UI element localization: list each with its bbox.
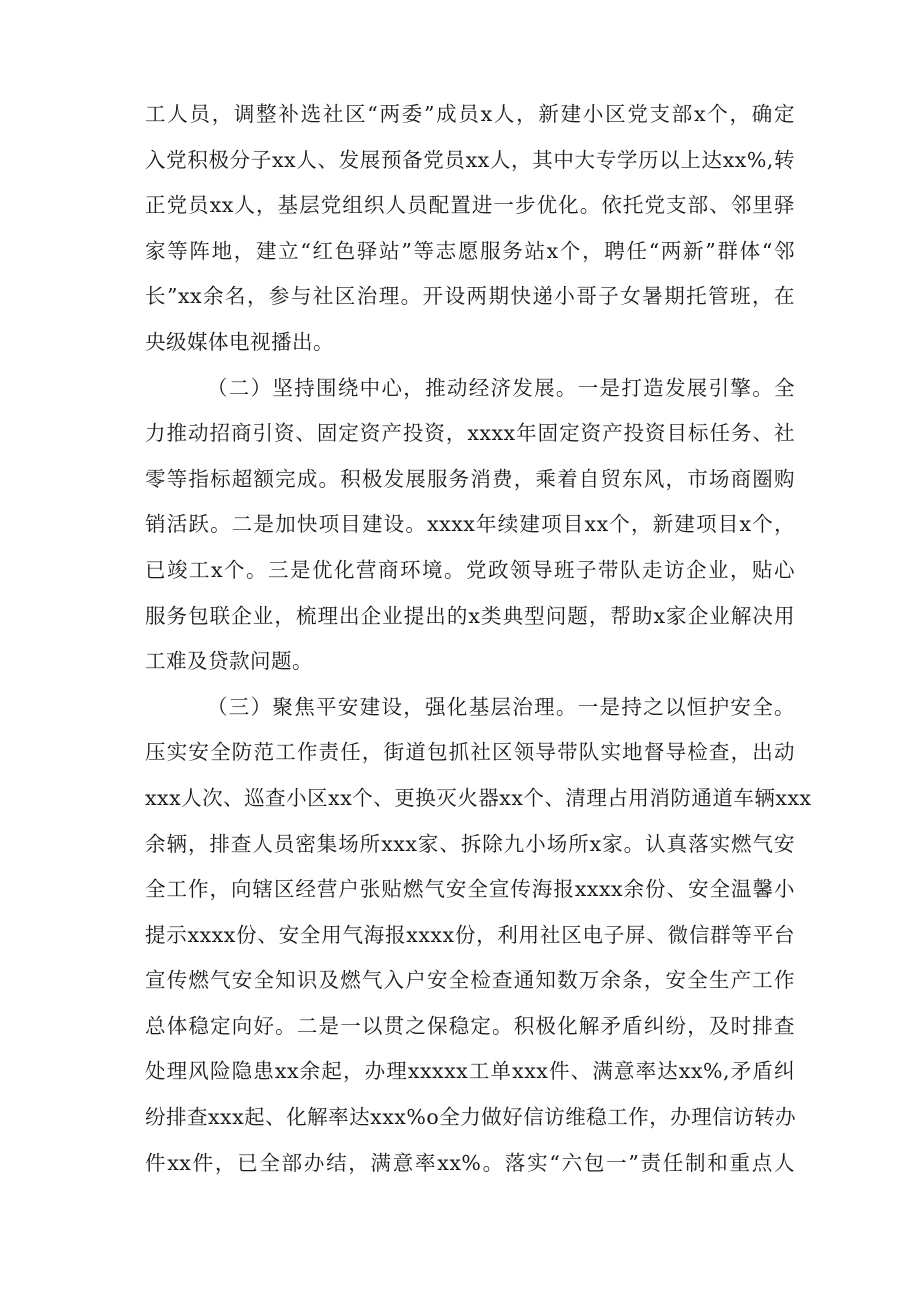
- text-line: xxx人次、巡查小区xx个、更换灭火器xx个、清理占用消防通道车辆xxx: [145, 785, 812, 810]
- text-line: 压实安全防范工作责任，街道包抓社区领导带队实地督导检查，出动: [145, 740, 795, 765]
- text-line: 工难及贷款问题。: [145, 649, 313, 674]
- text-line: 余辆，排查人员密集场所xxx家、拆除九小场所x家。认真落实燃气安: [145, 831, 795, 856]
- text-line: 纷排查xxx起、化解率达xxx%o全力做好信访维稳工作，办理信访转办: [145, 1105, 797, 1130]
- text-line: 零等指标超额完成。积极发展服务消费，乘着自贸东风，市场商圈购: [145, 466, 795, 491]
- text-line: 入党积极分子xx人、发展预备党员xx人，其中大专学历以上达xx%,转: [145, 147, 795, 172]
- text-line: 全工作，向辖区经营户张贴燃气安全宣传海报xxxx余份、安全温馨小: [145, 877, 795, 902]
- text-line: 力推动招商引资、固定资产投资，xxxx年固定资产投资目标任务、社: [145, 421, 795, 446]
- text-line: 提示xxxx份、安全用气海报xxxx份，利用社区电子屏、微信群等平台: [145, 922, 795, 947]
- text-line: （二）坚持围绕中心，推动经济发展。一是打造发展引擎。全: [207, 375, 795, 400]
- paragraph: [145, 685, 812, 1187]
- text-line: （三）聚焦平安建设，强化基层治理。一是持之以恒护安全。: [207, 694, 795, 719]
- text-line: 正党员xx人，基层党组织人员配置进一步优化。依托党支部、邻里驿: [145, 193, 795, 218]
- text-line: 件xx件，已全部办结，满意率xx%。落实“六包一”责任制和重点人: [145, 1150, 795, 1175]
- text-line: 长”xx余名，参与社区治理。开设两期快递小哥子女暑期托管班，在: [145, 284, 795, 309]
- text-line: 服务包联企业，梳理出企业提出的x类典型问题，帮助x家企业解决用: [145, 603, 795, 628]
- text-line: 销活跃。二是加快项目建设。xxxx年续建项目xx个，新建项目x个，: [145, 512, 795, 537]
- text-line: 央级媒体电视播出。: [145, 329, 334, 354]
- text-line: 宣传燃气安全知识及燃气入户安全检查通知数万余条，安全生产工作: [145, 968, 795, 993]
- text-line: 家等阵地，建立“红色驿站”等志愿服务站x个，聘任“两新”群体“邻: [145, 238, 795, 263]
- paragraph: [145, 366, 795, 685]
- paragraph: [145, 92, 795, 366]
- text-line: 工人员，调整补选社区“两委”成员x人，新建小区党支部x个，确定: [145, 102, 795, 126]
- document-body: [145, 92, 812, 1186]
- text-line: 处理风险隐患xx余起，办理xxxxx工单xxx件、满意率达xx%,矛盾纠: [145, 1059, 795, 1084]
- text-line: 总体稳定向好。二是一以贯之保稳定。积极化解矛盾纠纷，及时排查: [145, 1013, 795, 1038]
- text-line: 已竣工x个。三是优化营商环境。党政领导班子带队走访企业，贴心: [145, 557, 795, 582]
